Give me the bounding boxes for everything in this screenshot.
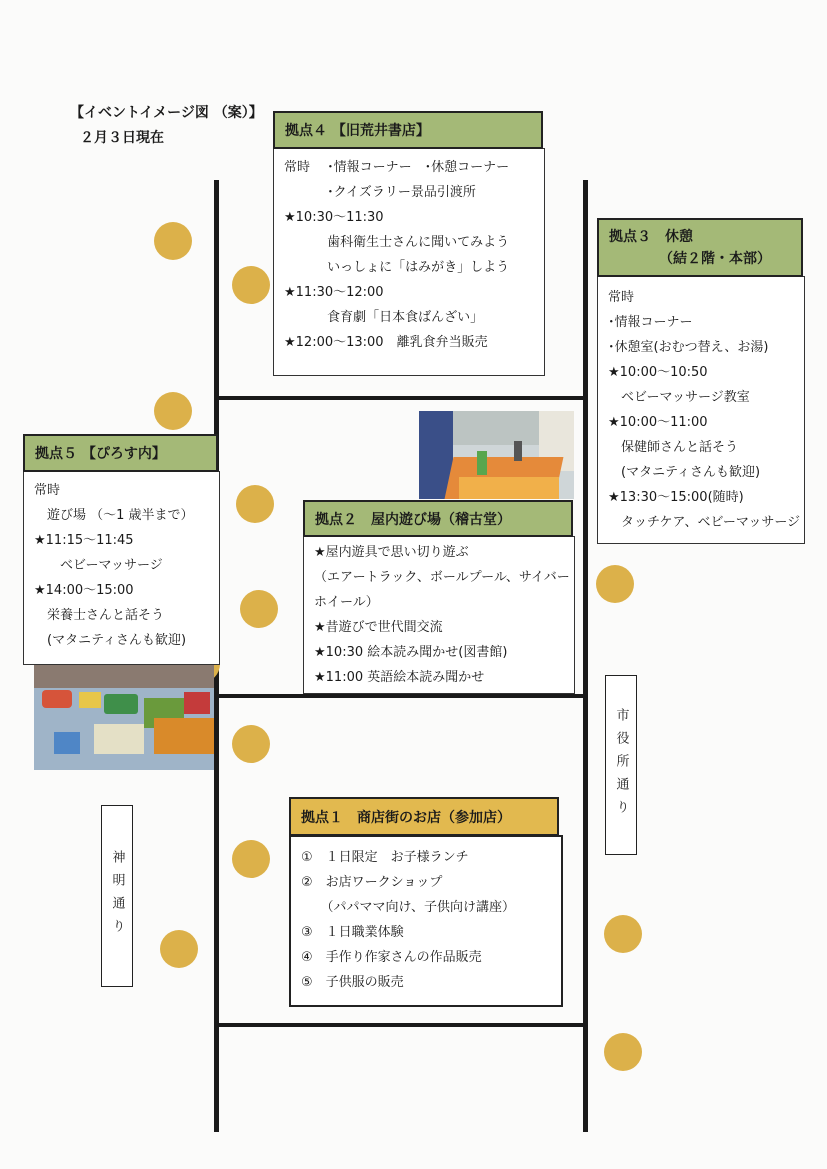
spot3-line: タッチケア、ベビーマッサージ <box>608 515 801 530</box>
spot3-title-line1: 拠点３ 休憩 <box>609 228 693 245</box>
road-cross-3 <box>214 1023 588 1027</box>
page-date: ２月３日現在 <box>80 130 164 146</box>
spot5-line: ベビーマッサージ <box>34 558 163 573</box>
spot1-box <box>289 835 563 1007</box>
spot4-line: ★11:30～12:00 <box>284 285 384 300</box>
spot3-line: ★13:30～15:00(随時) <box>608 490 744 505</box>
street-label-right: 市役所通り <box>605 675 637 855</box>
map-dot <box>604 1033 642 1071</box>
spot2-line: ★昔遊びで世代間交流 <box>314 620 443 635</box>
spot4-line: ★12:00～13:00 離乳食弁当販売 <box>284 335 488 350</box>
spot3-title-line2: （結２階・本部） <box>659 250 771 267</box>
page-title: 【イベントイメージ図 （案）】 <box>70 105 263 121</box>
road-cross-2 <box>214 694 588 698</box>
spot1-line: ③ １日職業体験 <box>301 925 404 940</box>
air-track-photo <box>419 411 574 499</box>
map-dot <box>240 590 278 628</box>
spot5-line: (マタニティさんも歓迎) <box>34 633 187 648</box>
spot2-line: ★11:00 英語絵本読み聞かせ <box>314 670 485 685</box>
spot3-header <box>597 218 803 277</box>
spot5-line: 常時 <box>34 483 61 498</box>
spot2-header: 拠点２ 屋内遊び場（稽古堂） <box>303 500 573 537</box>
spot4-line: 常時 ･情報コーナー ･休憩コーナー <box>284 160 510 175</box>
spot3-line: ･休憩室(おむつ替え、お湯) <box>608 340 769 355</box>
map-dot <box>154 392 192 430</box>
spot4-line: いっしょに「はみがき」しよう <box>284 260 510 275</box>
spot1-header: 拠点１ 商店街のお店（参加店） <box>289 797 559 836</box>
spot3-line: ベビーマッサージ教室 <box>608 390 750 405</box>
map-dot <box>236 485 274 523</box>
spot2-line: ★10:30 絵本読み聞かせ(図書館) <box>314 645 508 660</box>
spot4-line: 食育劇「日本食ばんざい」 <box>284 310 484 325</box>
spot3-box <box>597 276 805 544</box>
map-dot <box>232 266 270 304</box>
map-dot <box>232 840 270 878</box>
road-cross-1 <box>214 396 588 400</box>
spot2-box <box>303 536 575 694</box>
spot2-line: （エアートラック、ボールプール、サイバー <box>314 570 570 585</box>
spot5-line: 栄養士さんと話そう <box>34 608 165 623</box>
spot4-line: ★10:30～11:30 <box>284 210 384 225</box>
spot1-line: （パパママ向け、子供向け講座） <box>301 900 515 915</box>
map-dot <box>596 565 634 603</box>
spot3-line: (マタニティさんも歓迎) <box>608 465 761 480</box>
spot4-box <box>273 148 545 376</box>
spot1-line: ④ 手作り作家さんの作品販売 <box>301 950 482 965</box>
spot5-line: 遊び場 （～1 歳半まで） <box>34 508 194 523</box>
spot1-line: ② お店ワークショップ <box>301 875 443 890</box>
spot5-line: ★11:15～11:45 <box>34 533 134 548</box>
street-label-left: 神明通り <box>101 805 133 987</box>
spot2-line: ★屋内遊具で思い切り遊ぶ <box>314 545 469 560</box>
map-dot <box>160 930 198 968</box>
road-right <box>583 180 588 1132</box>
spot1-line: ⑤ 子供服の販売 <box>301 975 404 990</box>
spot5-box <box>23 471 220 665</box>
map-dot <box>232 725 270 763</box>
map-dot <box>604 915 642 953</box>
play-area-photo <box>34 662 214 770</box>
spot3-line: 常時 <box>608 290 635 305</box>
spot4-line: ･クイズラリー景品引渡所 <box>284 185 476 200</box>
spot3-line: ★10:00～10:50 <box>608 365 708 380</box>
spot1-line: ① １日限定 お子様ランチ <box>301 850 469 865</box>
map-dot <box>154 222 192 260</box>
spot4-header: 拠点４ 【旧荒井書店】 <box>273 111 543 149</box>
spot5-header: 拠点５ 【ぴろす内】 <box>23 434 218 472</box>
spot2-line: ホイール） <box>314 595 379 610</box>
spot3-line: 保健師さんと話そう <box>608 440 739 455</box>
spot5-line: ★14:00～15:00 <box>34 583 134 598</box>
spot3-line: ★10:00～11:00 <box>608 415 708 430</box>
spot3-line: ･情報コーナー <box>608 315 693 330</box>
spot4-line: 歯科衛生士さんに聞いてみよう <box>284 235 510 250</box>
